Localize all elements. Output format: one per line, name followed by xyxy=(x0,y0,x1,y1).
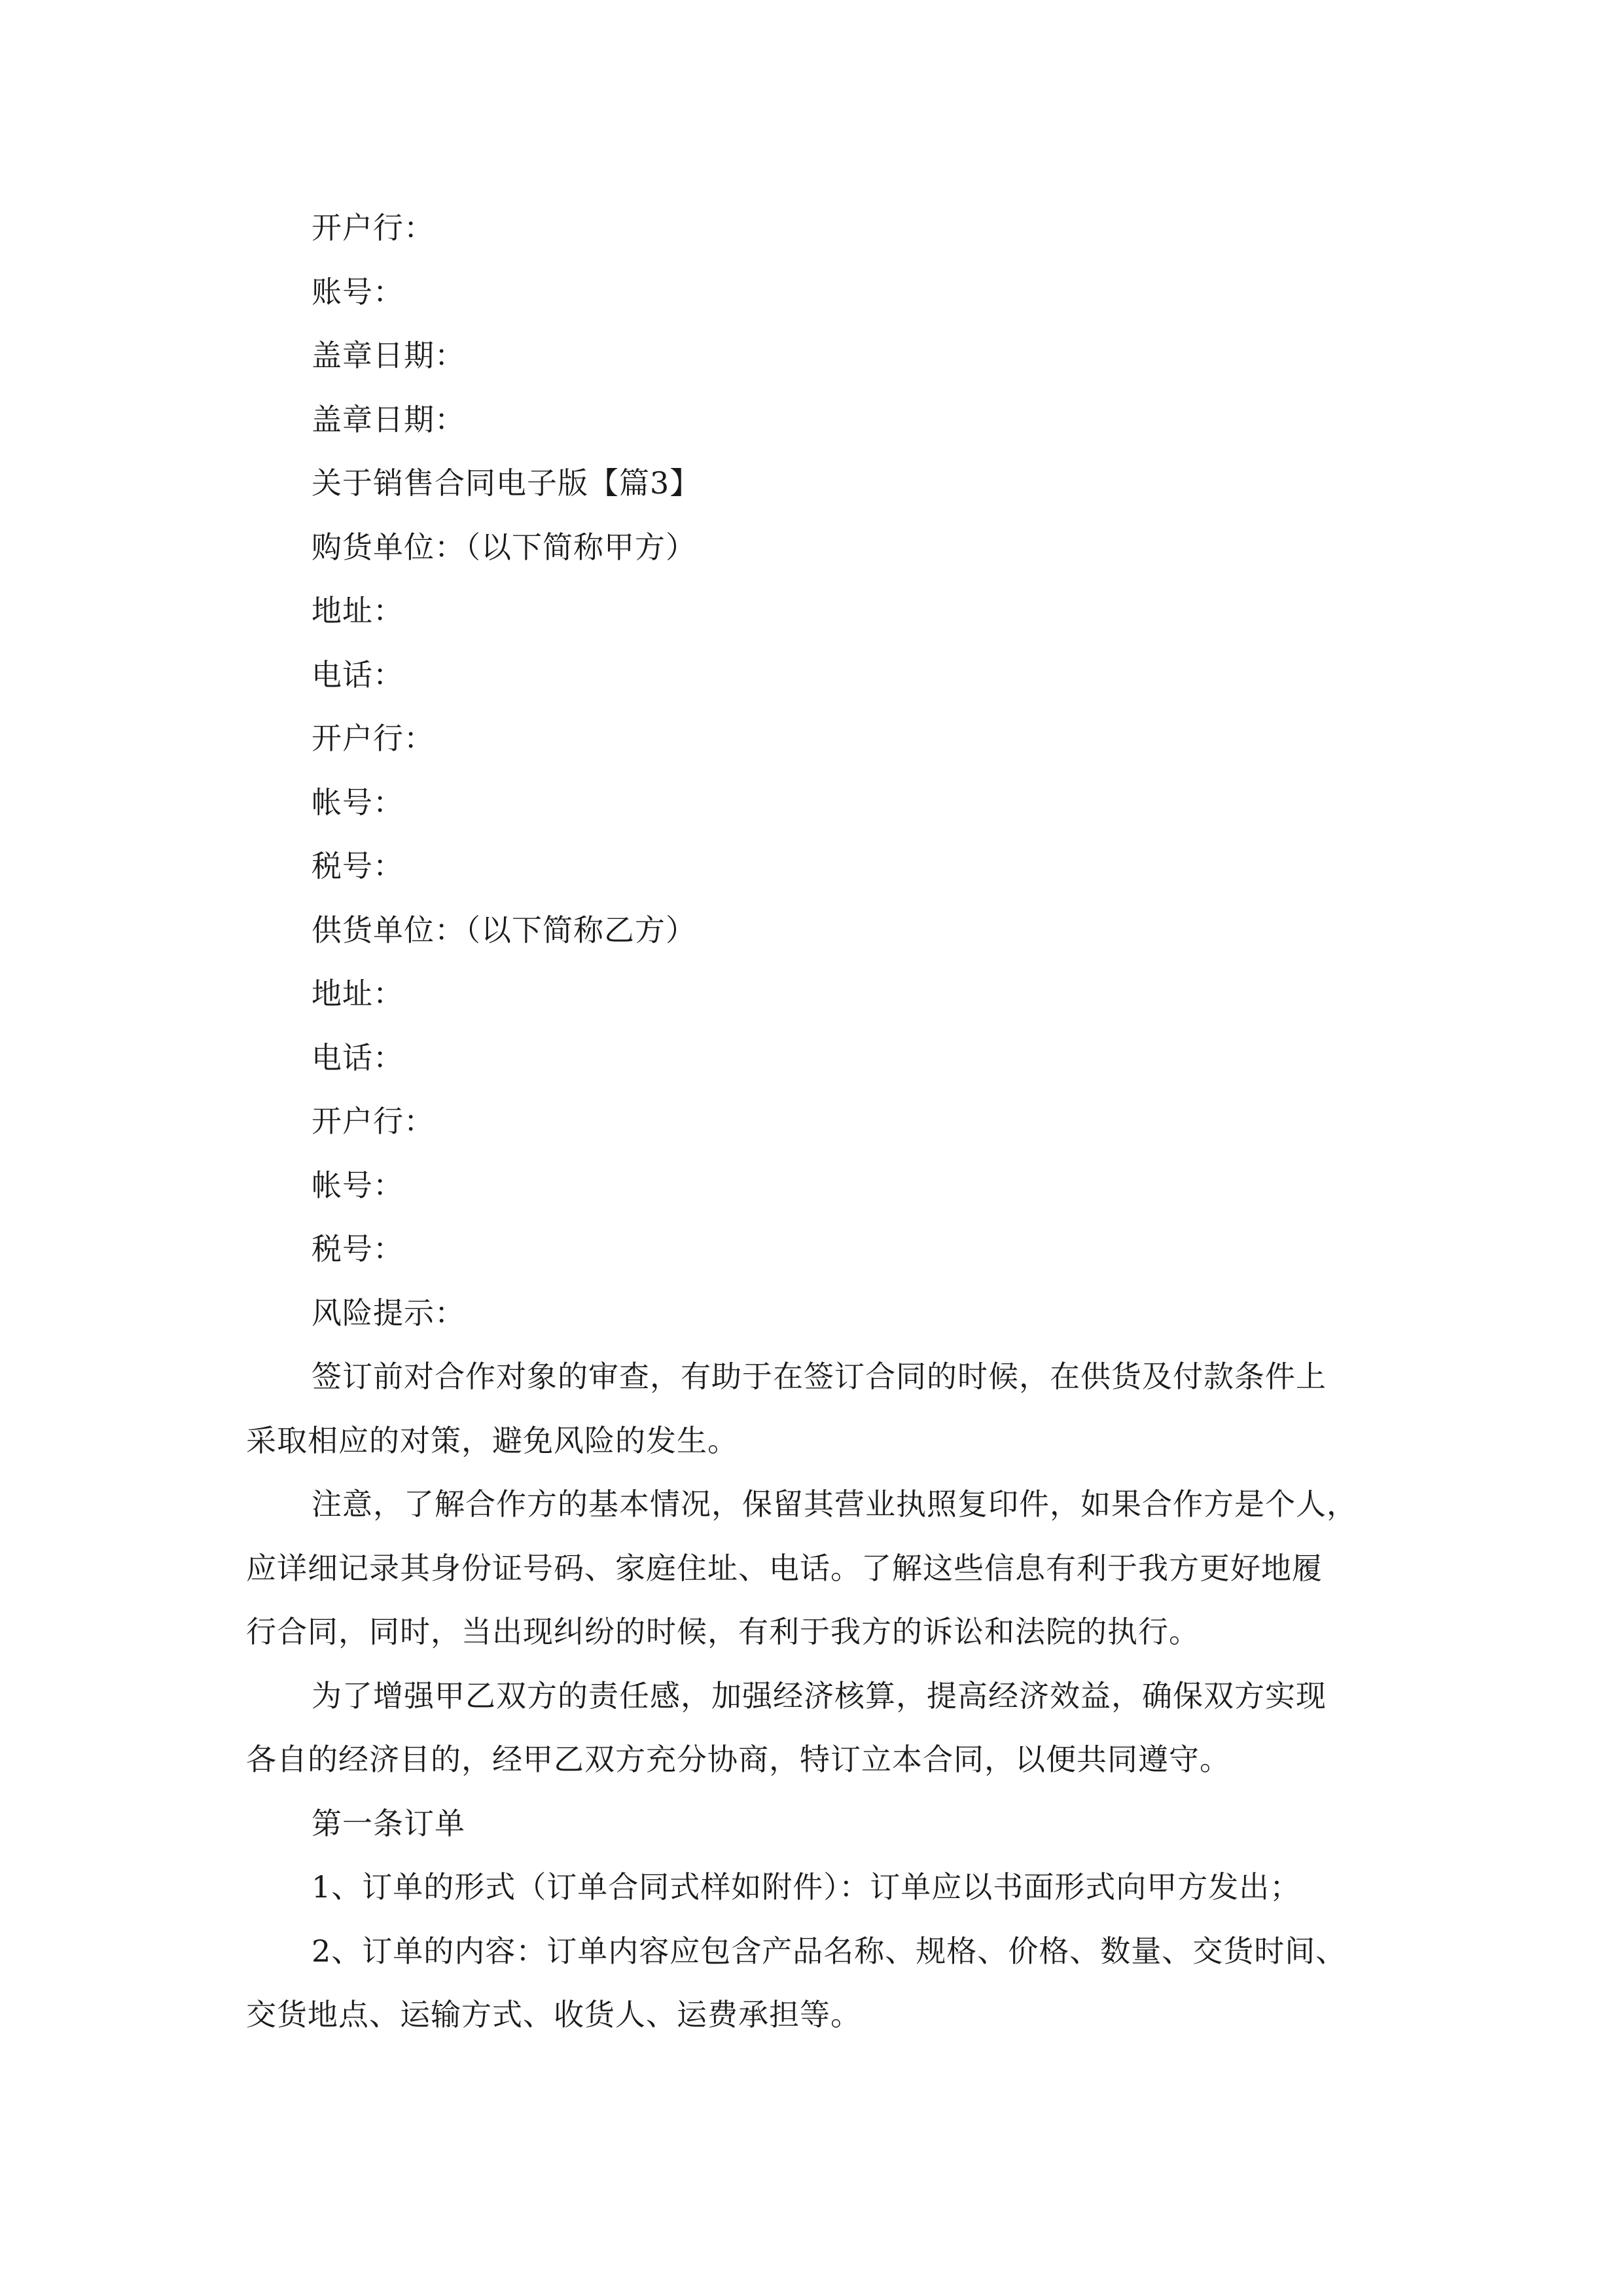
paragraph-line: 签订前对合作对象的审查，有助于在签订合同的时候，在供货及付款条件上 xyxy=(312,1359,1327,1394)
paragraph-review xyxy=(246,1345,1398,1473)
field-buyer-tax-id: 税号： xyxy=(312,848,404,884)
field-buyer-account: 帐号： xyxy=(312,784,404,820)
paragraph-line: 各自的经济目的，经甲乙双方充分协商，特订立本合同，以便共同遵守。 xyxy=(246,1742,1230,1777)
field-supplier-tax-id: 税号： xyxy=(312,1231,404,1266)
paragraph-line: 行合同，同时，当出现纠纷的时候，有利于我方的诉讼和法院的执行。 xyxy=(246,1614,1200,1649)
paragraph-purpose xyxy=(246,1664,1398,1792)
field-bank-1: 开户行： xyxy=(312,210,435,245)
field-buyer-address: 地址： xyxy=(312,593,404,628)
field-account-1: 账号： xyxy=(312,274,404,310)
paragraph-line: 为了增强甲乙双方的责任感，加强经济核算，提高经济效益，确保双方实现 xyxy=(312,1677,1327,1713)
document-body xyxy=(246,196,1398,2047)
field-seal-date-2: 盖章日期： xyxy=(312,401,465,437)
paragraph-line: 应详细记录其身份证号码、家庭住址、电话。了解这些信息有利于我方更好地履 xyxy=(246,1550,1323,1586)
field-buyer: 购货单位：（以下简称甲方） xyxy=(312,529,696,565)
field-buyer-bank: 开户行： xyxy=(312,721,435,756)
paragraph-notice xyxy=(246,1473,1398,1664)
field-supplier-bank: 开户行： xyxy=(312,1103,435,1139)
field-supplier: 供货单位：（以下简称乙方） xyxy=(312,912,696,948)
article-title: 第一条订单 xyxy=(312,1805,465,1841)
field-buyer-phone: 电话： xyxy=(312,656,404,692)
item-line: 1、订单的形式（订单合同式样如附件）：订单应以书面形式向甲方发出； xyxy=(312,1869,1301,1905)
field-seal-date-1: 盖章日期： xyxy=(312,338,465,373)
field-supplier-account: 帐号： xyxy=(312,1167,404,1203)
field-supplier-address: 地址： xyxy=(312,976,404,1011)
field-supplier-phone: 电话： xyxy=(312,1039,404,1075)
item-line: 2、订单的内容：订单内容应包含产品名称、规格、价格、数量、交货时间、 xyxy=(312,1933,1347,1969)
paragraph-line: 注意，了解合作方的基本情况，保留其营业执照复印件，如果合作方是个人， xyxy=(312,1486,1357,1522)
section-heading: 关于销售合同电子版【篇3】 xyxy=(312,465,701,501)
item-order-form xyxy=(246,1856,1398,1920)
item-order-content xyxy=(246,1920,1398,2047)
risk-notice-label: 风险提示： xyxy=(312,1295,465,1331)
item-line: 交货地点、运输方式、收货人、运费承担等。 xyxy=(246,1997,861,2032)
paragraph-line: 采取相应的对策，避免风险的发生。 xyxy=(246,1422,738,1458)
